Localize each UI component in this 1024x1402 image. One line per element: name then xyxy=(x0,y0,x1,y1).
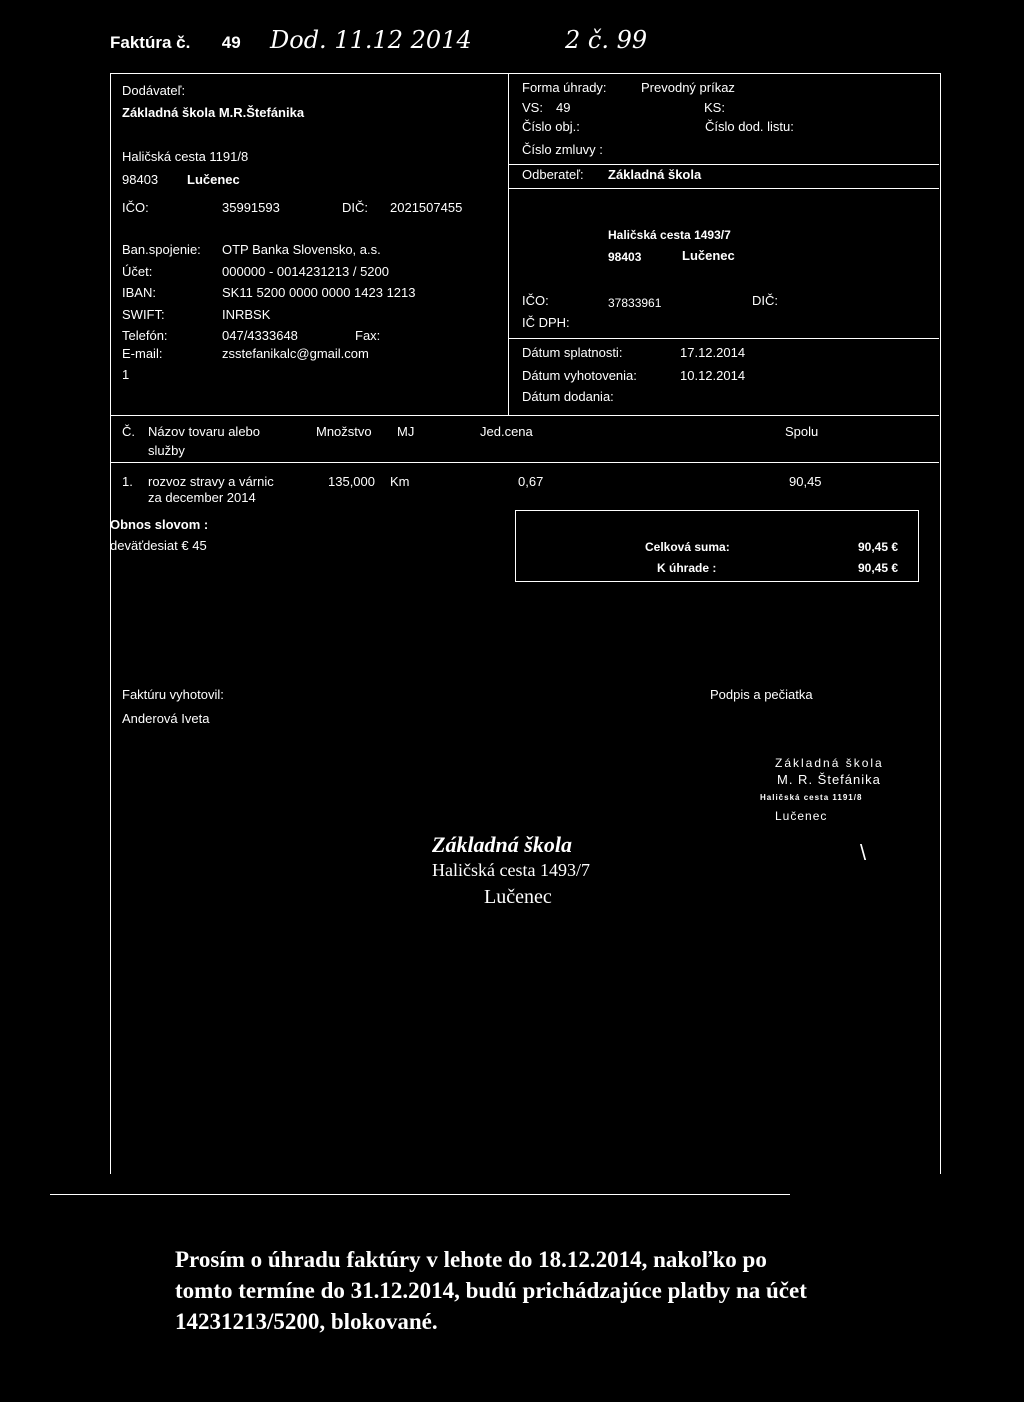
iban-value: SK11 5200 0000 0000 1423 1213 xyxy=(222,285,416,300)
swift-value: INRBSK xyxy=(222,307,271,322)
customer-zip: 98403 xyxy=(608,250,642,264)
account-value: 000000 - 0014231213 / 5200 xyxy=(222,264,389,279)
row-number: 1. xyxy=(122,474,133,489)
delivery-note-label: Číslo dod. listu: xyxy=(705,119,794,134)
col-total-header: Spolu xyxy=(785,424,819,439)
supplier-label: Dodávateľ: xyxy=(122,83,186,98)
supplier-ico: 35991593 xyxy=(222,200,280,215)
col-number-header: Č. xyxy=(122,424,135,439)
supplier-street: Haličská cesta 1191/8 xyxy=(122,149,249,164)
amount-due: 90,45 € xyxy=(858,561,899,575)
customer-icdph-label: IČ DPH: xyxy=(522,315,570,330)
supplier-dic: 2021507455 xyxy=(390,200,463,215)
vs-value: 49 xyxy=(556,100,571,115)
supplier-dic-label: DIČ: xyxy=(342,200,368,215)
customer-city: Lučenec xyxy=(682,248,735,263)
customer-label: Odberateľ: xyxy=(522,167,584,182)
stamp-line: Základná škola xyxy=(432,832,572,857)
customer-dic-label: DIČ: xyxy=(752,293,778,308)
row-unit-price: 0,67 xyxy=(518,474,544,489)
supplier-zip: 98403 xyxy=(122,172,159,187)
divider-payment xyxy=(508,164,939,165)
vs-label: VS: xyxy=(522,100,543,115)
payment-note-line: Prosím o úhradu faktúry v lehote do 18.12.2014, nakoľko po xyxy=(175,1247,767,1272)
due-date-label: Dátum splatnosti: xyxy=(522,345,623,360)
phone-value: 047/4333648 xyxy=(222,328,298,343)
payment-note xyxy=(175,1244,807,1337)
issued-by: Anderová Iveta xyxy=(122,711,210,726)
customer-ico: 37833961 xyxy=(608,296,662,310)
supplier-city: Lučenec xyxy=(187,172,240,187)
stamp-line: M. R. Štefánika xyxy=(777,772,881,787)
row-total: 90,45 xyxy=(789,474,822,489)
col-unit-price-header: Jed.cena xyxy=(480,424,533,439)
total-sum: 90,45 € xyxy=(858,540,899,554)
invoice-title xyxy=(110,33,241,53)
email-value: zsstefanikalc@gmail.com xyxy=(222,346,369,361)
amount-due-label: K úhrade : xyxy=(657,561,717,575)
stamp-line: Haličská cesta 1191/8 xyxy=(760,793,863,802)
words-label: Obnos slovom : xyxy=(110,517,209,532)
invoice-number: 49 xyxy=(221,33,241,52)
col-name-header: Názov tovaru alebo xyxy=(148,424,261,439)
divider-table-top xyxy=(110,415,939,416)
row-name: rozvoz stravy a várnic xyxy=(148,474,274,489)
customer-street: Haličská cesta 1493/7 xyxy=(608,228,731,242)
issue-date-label: Dátum vyhotovenia: xyxy=(522,368,637,383)
ks-label: KS: xyxy=(704,100,725,115)
contract-label: Číslo zmluvy : xyxy=(522,142,603,157)
signature-label: Podpis a pečiatka xyxy=(710,687,813,702)
customer-name: Základná škola xyxy=(608,167,702,182)
signature-mark: \ xyxy=(860,840,867,865)
stamp-line: Lučenec xyxy=(775,809,828,823)
bank-label: Ban.spojenie: xyxy=(122,242,201,257)
words-value: deväťdesiat € 45 xyxy=(110,538,207,553)
payment-note-line: 14231213/5200, blokované. xyxy=(175,1309,438,1334)
stamp-line: Základná škola xyxy=(775,756,884,770)
swift-label: SWIFT: xyxy=(122,307,165,322)
delivery-date-label: Dátum dodania: xyxy=(522,389,614,404)
col-name-header-line2: služby xyxy=(148,443,185,458)
issued-by-label: Faktúru vyhotovil: xyxy=(122,687,224,702)
total-sum-label: Celková suma: xyxy=(645,540,730,554)
payment-note-line: tomto termíne do 31.12.2014, budú prichádzajúce platby na účet xyxy=(175,1278,807,1303)
divider-customer xyxy=(508,188,939,189)
column-divider xyxy=(508,73,509,415)
row-qty: 135,000 xyxy=(328,474,375,489)
due-date: 17.12.2014 xyxy=(680,345,746,360)
issue-date: 10.12.2014 xyxy=(680,368,746,383)
supplier-ico-label: IČO: xyxy=(122,200,149,215)
email-label: E-mail: xyxy=(122,346,163,361)
invoice-frame xyxy=(110,73,941,1174)
stamp-line: Lučenec xyxy=(484,886,552,908)
row-name-line2: za december 2014 xyxy=(148,490,256,505)
invoice-title-label: Faktúra č. xyxy=(110,33,191,52)
stamp-line: Haličská cesta 1493/7 xyxy=(432,860,590,880)
order-number-label: Číslo obj.: xyxy=(522,119,580,134)
row-unit: Km xyxy=(390,474,410,489)
handwritten-note: 2 č. 99 xyxy=(565,26,648,54)
supplier-name: Základná škola M.R.Štefánika xyxy=(122,105,305,120)
col-unit-header: MJ xyxy=(397,424,415,439)
phone-label: Telefón: xyxy=(122,328,168,343)
divider-dates xyxy=(508,338,939,339)
fax-label: Fax: xyxy=(355,328,381,343)
divider-table-header xyxy=(110,462,939,463)
col-qty-header: Množstvo xyxy=(316,424,372,439)
bank-value: OTP Banka Slovensko, a.s. xyxy=(222,242,381,257)
payment-form-label: Forma úhrady: xyxy=(522,80,607,95)
bottom-rule xyxy=(50,1194,790,1195)
handwritten-date: Dod. 11.12 2014 xyxy=(270,26,472,54)
iban-label: IBAN: xyxy=(122,285,156,300)
account-label: Účet: xyxy=(122,264,153,279)
supplier-extra: 1 xyxy=(122,367,130,382)
customer-ico-label: IČO: xyxy=(522,293,549,308)
payment-form: Prevodný príkaz xyxy=(641,80,735,95)
